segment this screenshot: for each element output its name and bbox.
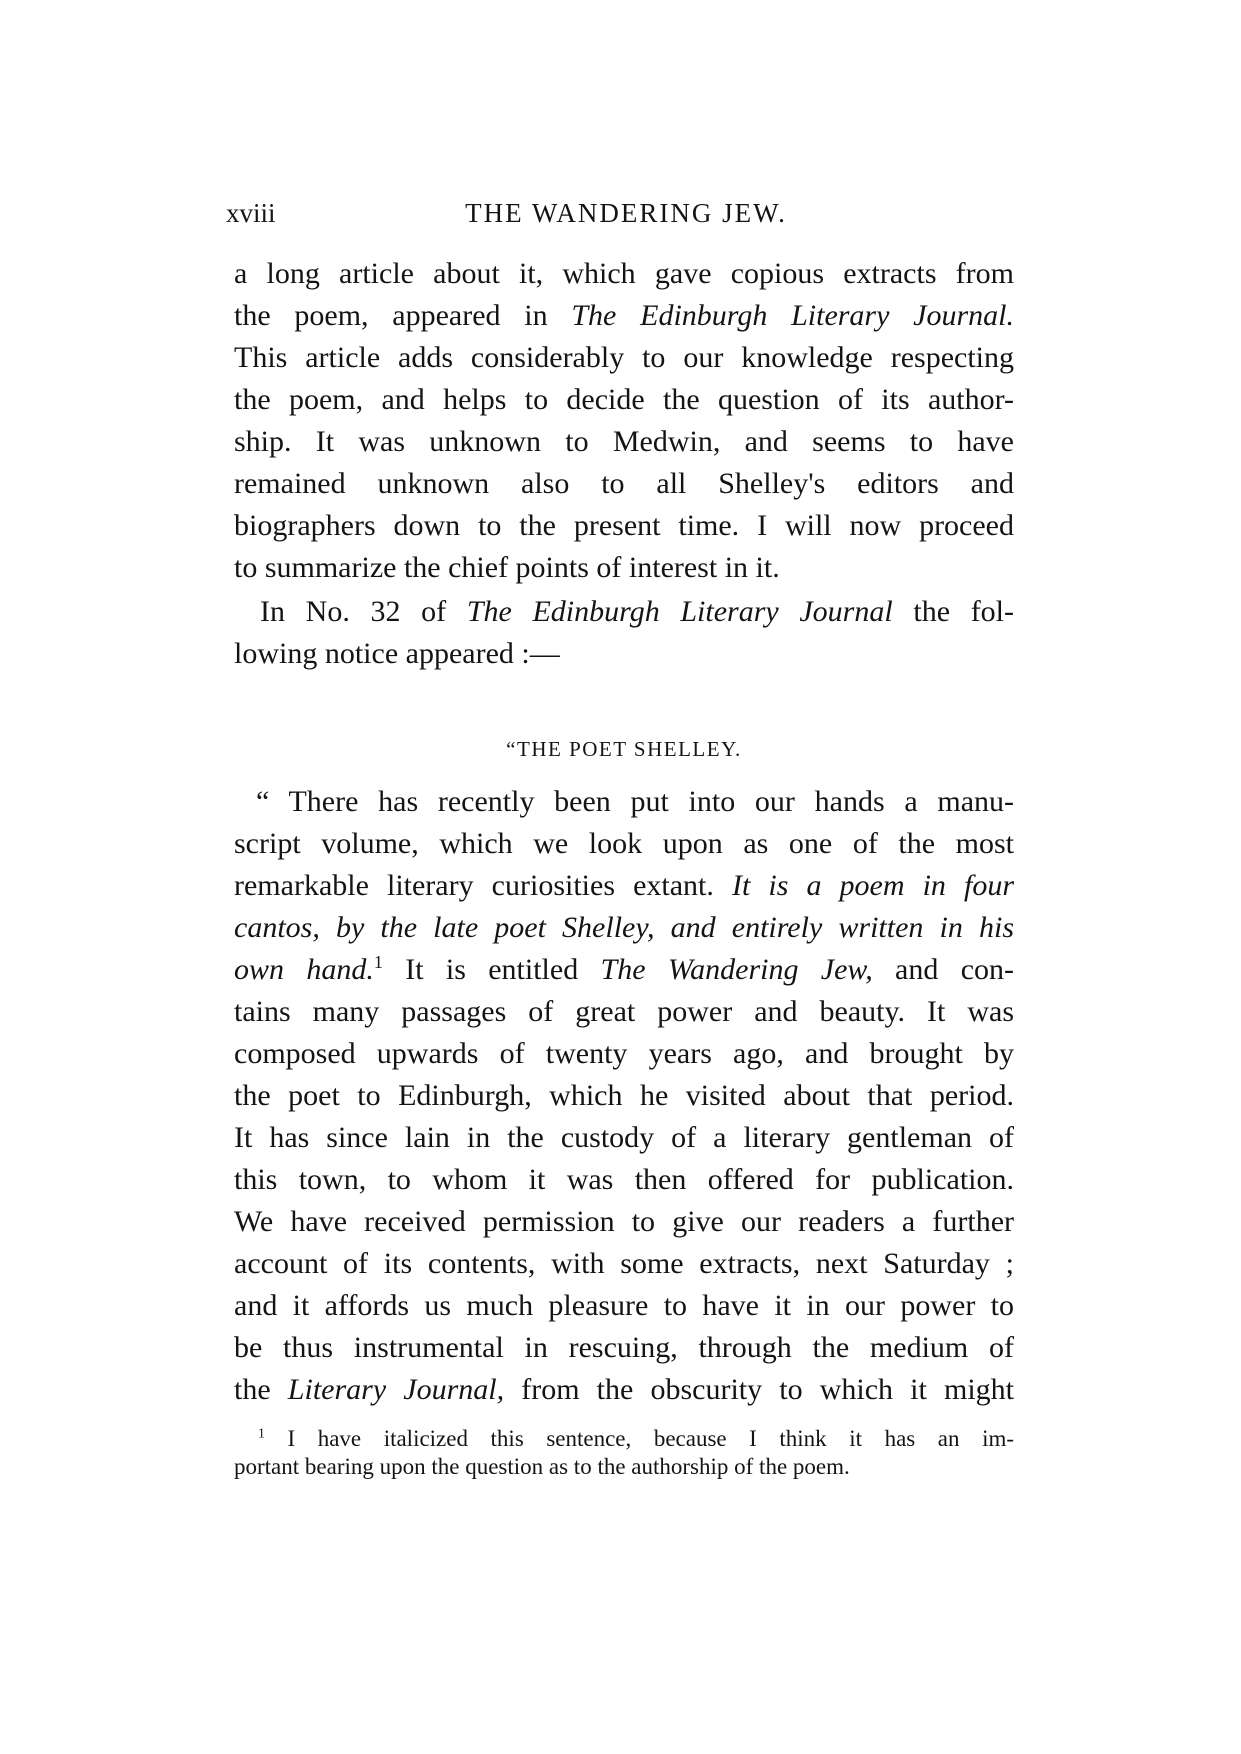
text-line: account of its contents, with some extracts, next Saturday ; [234,1247,1014,1280]
page-number: xviii [226,198,276,228]
page-header [226,193,1026,233]
text-line: the poem, appeared in The Edinburgh Literary Journal. [234,299,1014,332]
journal-title: The Edinburgh Literary Journal [466,595,893,628]
text-line: own hand.$^1$ It is entitled The Wandering Jew, and con- [234,952,1015,986]
running-title: THE WANDERING JEW. [465,198,787,228]
journal-title: The Edinburgh Literary Journal. [571,299,1014,332]
text-line: We have received permission to give our readers a further [234,1205,1014,1238]
italic-emphasis: It is a poem in four [731,869,1014,902]
text-line: a long article about it, which gave copious extracts from [234,257,1014,290]
text-line: ship. It was unknown to Medwin, and seems to have [234,425,1014,458]
text-line: tains many passages of great power and beauty. It was [234,995,1014,1028]
footnote-line: portant bearing upon the question as to the authorship of the poem. [234,1454,850,1479]
italic-emphasis: own hand. [234,953,374,986]
text-line: This article adds considerably to our knowledge respecting [234,341,1014,374]
text-line: the poet to Edinburgh, which he visited about that period. [234,1079,1014,1112]
text-line: It has since lain in the custody of a literary gentleman of [234,1121,1014,1154]
text-line: In No. 32 of The Edinburgh Literary Journal the fol- [260,595,1015,628]
text-line: and it affords us much pleasure to have it in our power to [234,1289,1014,1322]
footnote-marker: 1 [373,952,383,972]
footnote-line: $^1$ I have italicized this sentence, because I think it has an im- [258,1425,1015,1451]
text-line: composed upwards of twenty years ago, and brought by [234,1037,1014,1070]
text-line: to summarize the chief points of interest in it. [234,551,780,584]
italic-emphasis: cantos, by the late poet Shelley, and entirely written in his [234,911,1014,944]
text-line: biographers down to the present time. I will now proceed [234,509,1014,542]
journal-title: Literary Journal, [287,1373,505,1406]
text-line: be thus instrumental in rescuing, through the medium of [234,1331,1014,1364]
text-line: remained unknown also to all Shelley's editors and [234,467,1014,500]
footnote-number: 1 [258,1425,265,1441]
text-line [234,906,1014,950]
text-line: lowing notice appeared :— [234,637,560,670]
section-subheading: “THE POET SHELLEY. [506,737,742,761]
poem-title: The Wandering Jew, [600,953,873,986]
text-line: the poem, and helps to decide the question of its author- [234,383,1014,416]
text-line: remarkable literary curiosities extant. It is a poem in four [234,869,1014,902]
text-line: “ There has recently been put into our hands a manu- [256,785,1014,818]
text-line: this town, to whom it was then offered for publication. [234,1163,1014,1196]
text-line: the Literary Journal, from the obscurity to which it might [234,1373,1014,1406]
text-line: script volume, which we look upon as one of the most [234,827,1014,860]
